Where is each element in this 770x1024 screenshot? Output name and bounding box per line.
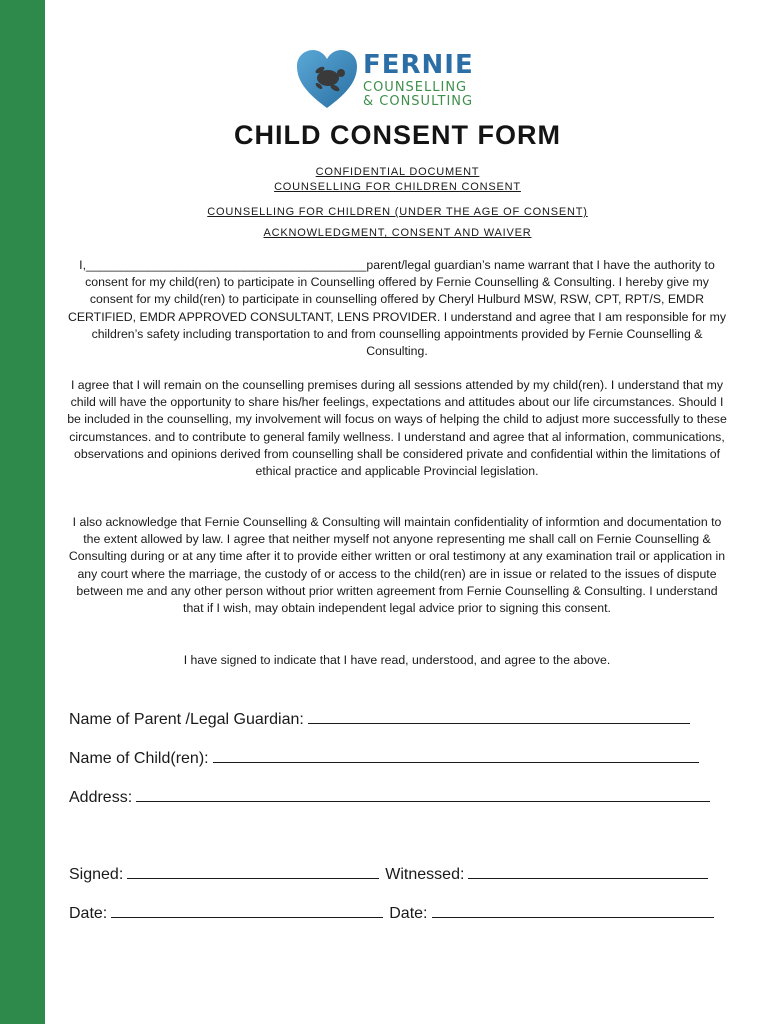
subtitle-consent-text: COUNSELLING FOR CHILDREN CONSENT [274, 181, 521, 193]
parent-name-field [69, 707, 690, 730]
date2-label: Date: [389, 905, 428, 922]
logo-subtitle-2: & CONSULTING [363, 94, 474, 109]
subtitle-under-age [45, 205, 750, 219]
child-name-line[interactable] [213, 746, 699, 763]
child-name-field [69, 746, 699, 769]
paragraph-premises: I agree that I will remain on the counselling premises during all sessions attended by my child(ren). I understand that my child will have the opportunity to share his/her feelings, expectations and attitudes about our life circumstances. Should I be included in the counselling, my involvement will focus on ways of helping the child to adjust more successfully to these circumstances. and to contribute to general family wellness. I understand and agree that al information, communications, observations and opinions derived from counselling shall be considered private and confidential within the limitations of ethical practice and applicable Provincial legislation. [67, 378, 727, 479]
subtitle-acknowledgment [45, 226, 750, 240]
logo-subtitle-1: COUNSELLING [363, 80, 468, 95]
signed-line[interactable] [127, 862, 379, 879]
paragraph-authority: I,_________________________________________parent/legal guardian’s name warrant that I have the authority to consent for my child(ren) to participate in Counselling offered by Fernie Counselling & Consulting. I hereby give my consent for my child(ren) to participate in counselling offered by Cheryl Hulburd MSW, RSW, CPT, RPT/S, EMDR CERTIFIED, EMDR APPROVED CONSULTANT, LENS PROVIDER. I understand and agree that I am responsible for my children’s safety including transportation to and from counselling appointments provided by Fernie Counselling & Consulting. [67, 258, 727, 359]
date-label: Date: [69, 905, 108, 922]
witnessed-line[interactable] [468, 862, 708, 879]
subtitle-confidential [45, 165, 750, 179]
address-field [69, 785, 710, 808]
form-title: CHILD CONSENT FORM [234, 120, 561, 150]
parent-name-label: Name of Parent /Legal Guardian: [69, 711, 304, 728]
subtitle-confidential-text: CONFIDENTIAL DOCUMENT [315, 166, 480, 178]
date2-line[interactable] [432, 901, 714, 918]
signed-witnessed-row [69, 862, 708, 885]
subtitle-acknowledgment-text: ACKNOWLEDGMENT, CONSENT AND WAIVER [263, 227, 532, 239]
side-color-bar [0, 0, 45, 1024]
parent-name-line[interactable] [308, 707, 690, 724]
logo [295, 48, 485, 110]
document-page [45, 0, 770, 1024]
date-row [69, 901, 714, 924]
paragraph-confidentiality: I also acknowledge that Fernie Counselling & Consulting will maintain confidentiality of informtion and documentation to the extent allowed by law. I agree that neither myself not anyone representing me shall call on Fernie Counselling & Consulting during or at any time after it to provide either written or oral testimony at any examination trail or application in any court where the marriage, the custody of or access to the child(ren) are in issue or related to the issues of dispute between me and any other person without prior written agreement from Fernie Counselling & Consulting. I understand that if I wish, may obtain independent legal advice prior to signing this consent. [68, 515, 726, 616]
heart-turtle-icon [295, 48, 359, 110]
witnessed-label: Witnessed: [385, 866, 465, 883]
paragraph-signature-statement: I have signed to indicate that I have read, understood, and agree to the above. [183, 653, 611, 667]
logo-name: FERNIE [363, 50, 474, 80]
child-name-label: Name of Child(ren): [69, 750, 209, 767]
date-line[interactable] [111, 901, 383, 918]
subtitle-under-age-text: COUNSELLING FOR CHILDREN (UNDER THE AGE OF CONSENT) [207, 206, 588, 218]
subtitle-consent [45, 180, 750, 194]
address-label: Address: [69, 789, 133, 806]
address-line[interactable] [136, 785, 710, 802]
signed-label: Signed: [69, 866, 124, 883]
